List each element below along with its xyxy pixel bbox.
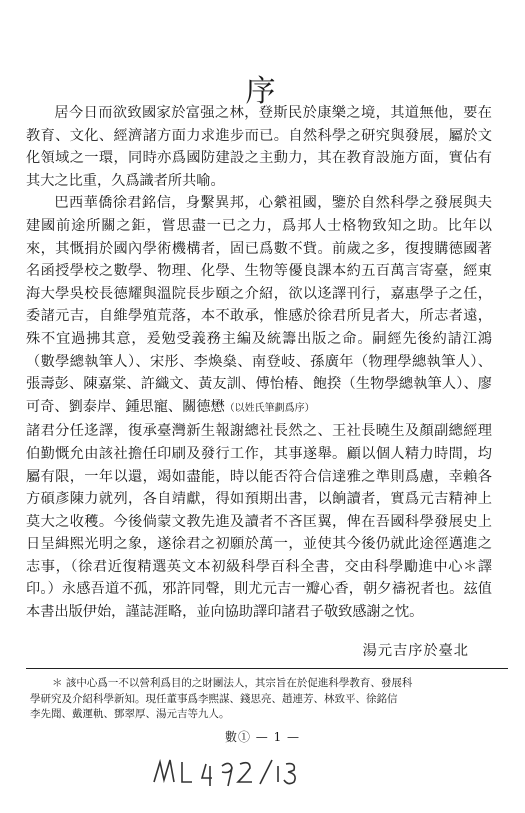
page-title: 序 (245, 74, 280, 109)
footnote-line-1: ＊ 該中心爲一不以營利爲目的之財團法人，其宗旨在於促進科學教育、發展科 (52, 677, 413, 689)
footnote-line-2: 學研究及介紹科學新知。現任董事爲李熙謀、錢思亮、趙連芳、林致平、徐銘信 (30, 692, 398, 705)
paragraph-1: 居今日而欲致國家於富强之林，登斯民於康樂之境，其道無他，要在教育、文化、經濟諸方面力求進步而已。自然科學之研究與發展，屬於文化領域之一環，同時亦爲國防建設之主動力，其在教育設施方面，實佔有其大之比重，久爲識者所共喻。 (26, 105, 492, 189)
footnote-line-3: 李先聞、戴運軌、鄧翠厚、湯元吉等九人。 (30, 708, 230, 720)
paragraph-2 (26, 192, 492, 420)
names-order-note: （以姓氏筆劃爲序） (224, 402, 315, 414)
page-number: 數① — 1 — (224, 730, 301, 744)
footnote-divider (26, 668, 508, 669)
paragraph-3: 諸君分任迻譯，復承臺灣新生報謝總社長然之、王社長曉生及顏副總經理伯勤慨允由該社擔任印刷及發行工作，其事遂舉。顧以個人精力時間，均屬有限，一年以還，竭如盡能，時以能否符合信達雅之準則爲慮，幸賴各方碩彥陳力就列，各自靖獻，得如預期出書，以餉讀者，實爲元吉精神上莫大之收穫。今後倘蒙文教先進及讀者不吝匡翼，俾在吾國科學發展史上日呈緝熙光明之象，遂徐君之初願於萬一，並使其今後仍就此途徑邁進之志事，（徐君近復精選英文本初級科學百科全書，交由科學勵進中心＊譯印。）永感吾道不孤，邪許同聲，則尤元吉一瓣心香，朝夕禱祝者也。玆值本書出版伊始，謹誌涯略，並向協助譯印諸君子敬致感謝之忱。 (26, 423, 492, 621)
footnote (30, 676, 490, 723)
handwritten-call-number (150, 752, 300, 792)
signature: 湯元吉序於臺北 (362, 643, 469, 659)
paragraph-2-text: 巴西華僑徐君銘信，身繫異邦，心縈祖國，鑒於自然科學之發展與夫建國前途所關之鉅，嘗思盡一已之力，爲邦人士格物致知之助。比年以來，其慨捐於國內學術機構者，固已爲數不貲。前歲之多，復搜購德國著名函授學校之數學、物理、化學、生物等優良課本約五百萬言寄臺，經東海大學吳校長德耀與溫院長步頤之介紹，欲以迻譯刊行，嘉惠學子之任，委諸元吉，自維學殖荒落，本不敢承，惟感於徐君所見者大，所志者遠，殊不宜過拂其意，爰勉受義務主編及統籌出版之命。嗣經先後約請江鴻（數學總執筆人）、宋彤、李煥燊、南登岐、孫廣年（物理學總執筆人）、張壽彭、陳嘉棠、許織文、黃友訓、傅怡椿、飽揆（生物學總執筆人）、廖可奇、劉泰岸、鍾思寵、關德懋 (26, 195, 492, 415)
preface-body (26, 102, 492, 624)
